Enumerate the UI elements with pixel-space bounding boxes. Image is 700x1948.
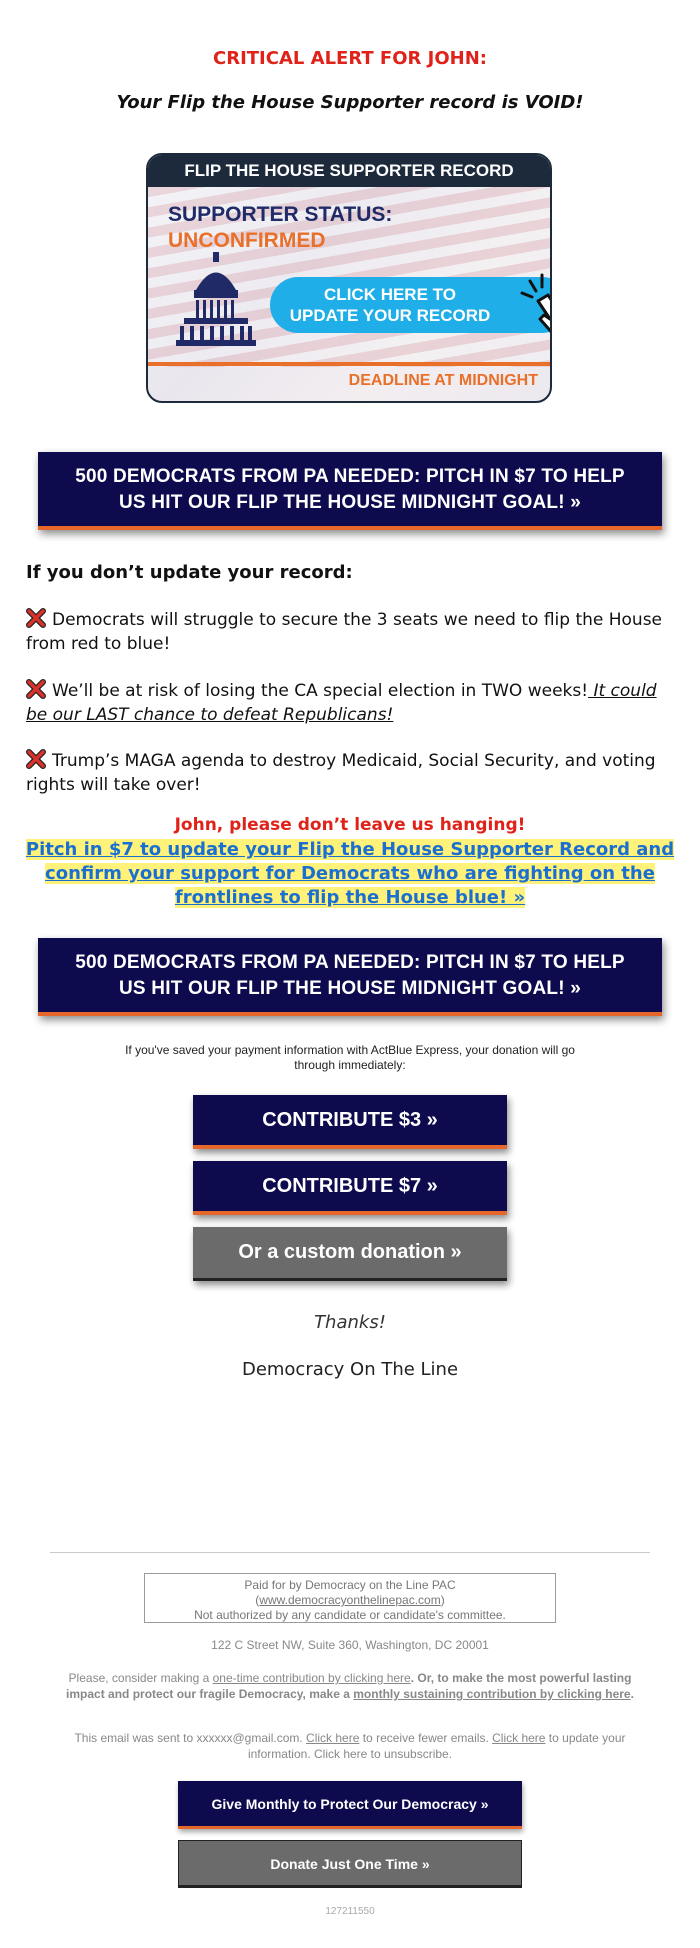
pitch-in-7-button[interactable]: [38, 452, 662, 530]
pitch-button-line2: US HIT OUR FLIP THE HOUSE MIDNIGHT GOAL! »: [119, 492, 581, 513]
supporter-record-card[interactable]: [146, 153, 552, 403]
signature: Democracy On The Line: [241, 1359, 459, 1380]
donate-once-button[interactable]: Donate Just One Time »: [178, 1840, 522, 1888]
card-divider: [148, 362, 552, 366]
sent-text: This email was sent to xxxxxx@gmail.com.: [74, 1731, 307, 1745]
actblue-note: If you've saved your payment information with ActBlue Express, your donation will go through immediately:: [125, 1043, 575, 1072]
bullet-emphasis: It could be our LAST chance to defeat Republicans!: [26, 681, 657, 725]
bullet-text: Trump’s MAGA agenda to destroy Medicaid, Social Security, and voting rights will take over!: [26, 751, 656, 795]
status-value: UNCONFIRMED: [168, 229, 326, 252]
bullet-text: We’ll be at risk of losing the CA special election in TWO weeks!: [52, 681, 589, 701]
paid-disclaimer: Not authorized by any candidate or candidate's committee.: [194, 1608, 506, 1622]
thanks-text: Thanks!: [314, 1312, 386, 1333]
update-info-link[interactable]: Click here: [492, 1731, 546, 1745]
pitch-link[interactable]: Pitch in $7 to update your Flip the House Supporter Record and confirm your support for Democrats who are fighting on the frontlines to flip the House blue! »: [25, 839, 675, 908]
pac-website-link[interactable]: www.democracyonthelinepac.com: [259, 1593, 441, 1607]
sent-to-paragraph: [60, 1730, 640, 1762]
give-monthly-button[interactable]: Give Monthly to Protect Our Democracy »: [178, 1781, 522, 1829]
alert-subtitle: Your Flip the House Supporter record is VOID!: [116, 92, 584, 113]
sent-mid-text: to receive fewer emails.: [359, 1731, 493, 1745]
pitch-button-line2: US HIT OUR FLIP THE HOUSE MIDNIGHT GOAL! »: [119, 978, 581, 999]
footer-divider: [50, 1552, 650, 1553]
bullet-item: [26, 679, 676, 727]
pitch-in-7-button[interactable]: [38, 938, 662, 1016]
fewer-emails-link[interactable]: Click here: [306, 1731, 360, 1745]
sent-end-text: to update your information. Click here to unsubscribe.: [247, 1731, 626, 1761]
pitch-button-line1: 500 DEMOCRATS FROM PA NEEDED: PITCH IN $7 TO HELP: [75, 466, 625, 487]
email-code: 127211550: [325, 1906, 375, 1917]
update-record-button[interactable]: [270, 277, 552, 333]
pointer-hand-icon: [520, 273, 552, 337]
custom-donation-button[interactable]: Or a custom donation »: [193, 1227, 507, 1281]
consider-paragraph: [60, 1670, 640, 1702]
red-x-icon: [26, 749, 46, 769]
pitch-button-line1: 500 DEMOCRATS FROM PA NEEDED: PITCH IN $7 TO HELP: [75, 952, 625, 973]
bullet-text: Democrats will struggle to secure the 3 seats we need to flip the House from red to blue!: [26, 610, 663, 654]
monthly-link[interactable]: monthly sustaining contribution by clicking here: [353, 1687, 631, 1701]
alert-title: CRITICAL ALERT FOR JOHN:: [213, 48, 487, 69]
red-x-icon: [26, 608, 46, 628]
consider-text: Please, consider making a: [68, 1671, 213, 1685]
capitol-icon: [176, 250, 256, 350]
contribute-3-button[interactable]: CONTRIBUTE $3 »: [193, 1095, 507, 1149]
consider-bold-text: . Or, to make the most powerful lasting impact and protect our fragile Democracy, make a: [66, 1671, 632, 1701]
paid-for-box: [144, 1573, 556, 1623]
status-label: SUPPORTER STATUS:: [168, 203, 393, 226]
plea-text: John, please don’t leave us hanging!: [174, 815, 526, 835]
card-header: FLIP THE HOUSE SUPPORTER RECORD: [148, 155, 550, 187]
update-record-line1: CLICK HERE TO: [324, 285, 456, 304]
red-x-icon: [26, 679, 46, 699]
consider-end: .: [630, 1687, 634, 1701]
one-time-link[interactable]: one-time contribution by clicking here: [212, 1671, 411, 1685]
deadline-text: DEADLINE AT MIDNIGHT: [348, 372, 538, 389]
mailing-address: 122 C Street NW, Suite 360, Washington, DC 20001: [211, 1638, 489, 1652]
record-heading: If you don’t update your record:: [26, 562, 353, 583]
paid-link-line: (www.democracyonthelinepac.com): [255, 1593, 445, 1607]
update-record-line2: UPDATE YOUR RECORD: [289, 306, 491, 325]
paid-line: Paid for by Democracy on the Line PAC: [244, 1578, 456, 1592]
contribute-7-button[interactable]: CONTRIBUTE $7 »: [193, 1161, 507, 1215]
pitch-paragraph: [24, 838, 676, 910]
bullet-item: [26, 608, 676, 656]
bullet-item: [26, 749, 676, 797]
